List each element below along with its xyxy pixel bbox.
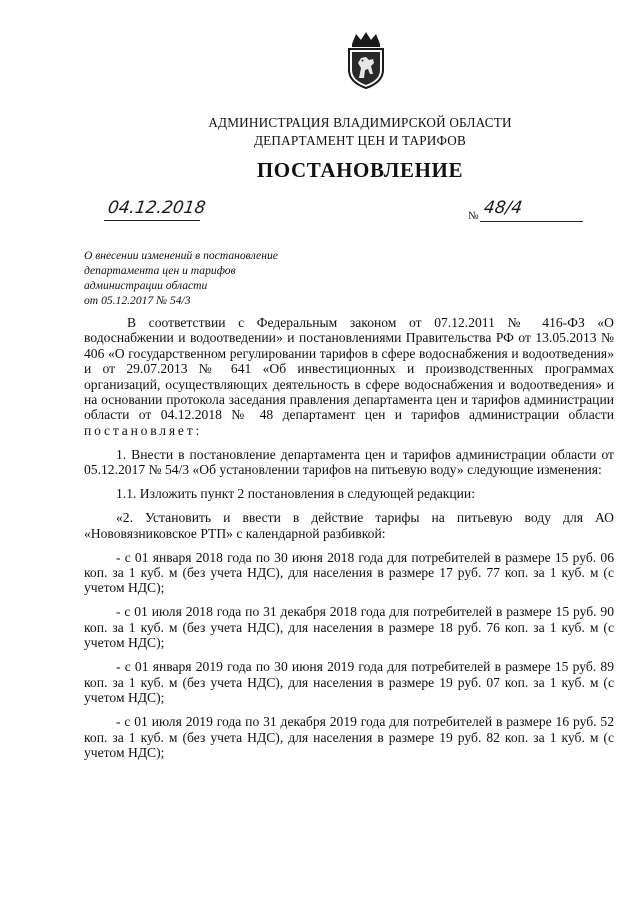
document-subject <box>84 248 314 308</box>
tariff-period-paragraph: - с 01 июля 2019 года по 31 декабря 2019 года для потребителей в размере 16 руб. 52 коп. за 1 куб. м (без учета НДС), для населения в размере 19 руб. 82 коп. за 1 куб. м (с учетом НДС); <box>84 714 614 760</box>
subject-line: О внесении изменений в постановление <box>84 249 278 262</box>
tariff-period-paragraph: - с 01 января 2019 года по 30 июня 2019 года для потребителей в размере 15 руб. 89 коп. за 1 куб. м (без учета НДС), для населения в размере 19 руб. 07 коп. за 1 куб. м (с учетом НДС); <box>84 659 614 706</box>
preamble-paragraph <box>84 315 614 438</box>
number-underline <box>480 221 583 222</box>
date-underline <box>104 220 200 221</box>
subject-line: от 05.12.2017 № 54/3 <box>84 294 191 307</box>
document-body <box>84 315 614 769</box>
organization-name: АДМИНИСТРАЦИЯ ВЛАДИМИРСКОЙ ОБЛАСТИ <box>208 115 512 130</box>
item-2-paragraph: «2. Установить и ввести в действие тарифы на питьевую воду для АО «Нововязниковское РТП» с календарной разбивкой: <box>84 510 614 541</box>
subject-line: администрации области <box>84 279 208 292</box>
tariff-period-paragraph: - с 01 июля 2018 года по 31 декабря 2018 года для потребителей в размере 15 руб. 90 коп. за 1 куб. м (без учета НДС), для населения в размере 18 руб. 76 коп. за 1 куб. м (с учетом НДС); <box>84 604 614 651</box>
number-handwritten: 48/4 <box>482 198 524 218</box>
subject-line: департамента цен и тарифов <box>84 264 236 277</box>
resolves-word: постановляет: <box>84 422 203 438</box>
coat-of-arms-icon <box>342 30 390 90</box>
tariff-period-paragraph: - с 01 января 2018 года по 30 июня 2018 года для потребителей в размере 15 руб. 06 коп. за 1 куб. м (без учета НДС), для населения в размере 17 руб. 77 коп. за 1 куб. м (с учетом НДС); <box>84 549 614 596</box>
preamble-text: В соответствии с Федеральным законом от 07.12.2011 № 416-ФЗ «О водоснабжении и водоотведении» и постановлениями Правительства РФ от 13.05.2013 № 406 «О государственном регулировании тарифов в сфере водоснабжения и водоотведения» и от 29.07.2013 № 641 «Об инвестиционных и производственных программах организаций, осуществляющих деятельность в сфере водоснабжения и водоотведения» и на основании протокола заседания правления департамента цен и тарифов администрации области от 04.12.2018 № 48 департамент цен и тарифов администрации области <box>84 315 614 423</box>
document-title: ПОСТАНОВЛЕНИЕ <box>256 158 464 182</box>
number-sign: № <box>468 210 479 222</box>
document-date <box>106 198 207 218</box>
date-handwritten: 04.12.2018 <box>106 198 207 218</box>
item-1-paragraph: 1. Внести в постановление департамента цен и тарифов администрации области от 05.12.2017 № 54/3 «Об установлении тарифов на питьевую воду» следующие изменения: <box>84 446 614 478</box>
item-1-1-paragraph: 1.1. Изложить пункт 2 постановления в следующей редакции: <box>116 486 475 502</box>
department-name: ДЕПАРТАМЕНТ ЦЕН И ТАРИФОВ <box>253 133 467 148</box>
